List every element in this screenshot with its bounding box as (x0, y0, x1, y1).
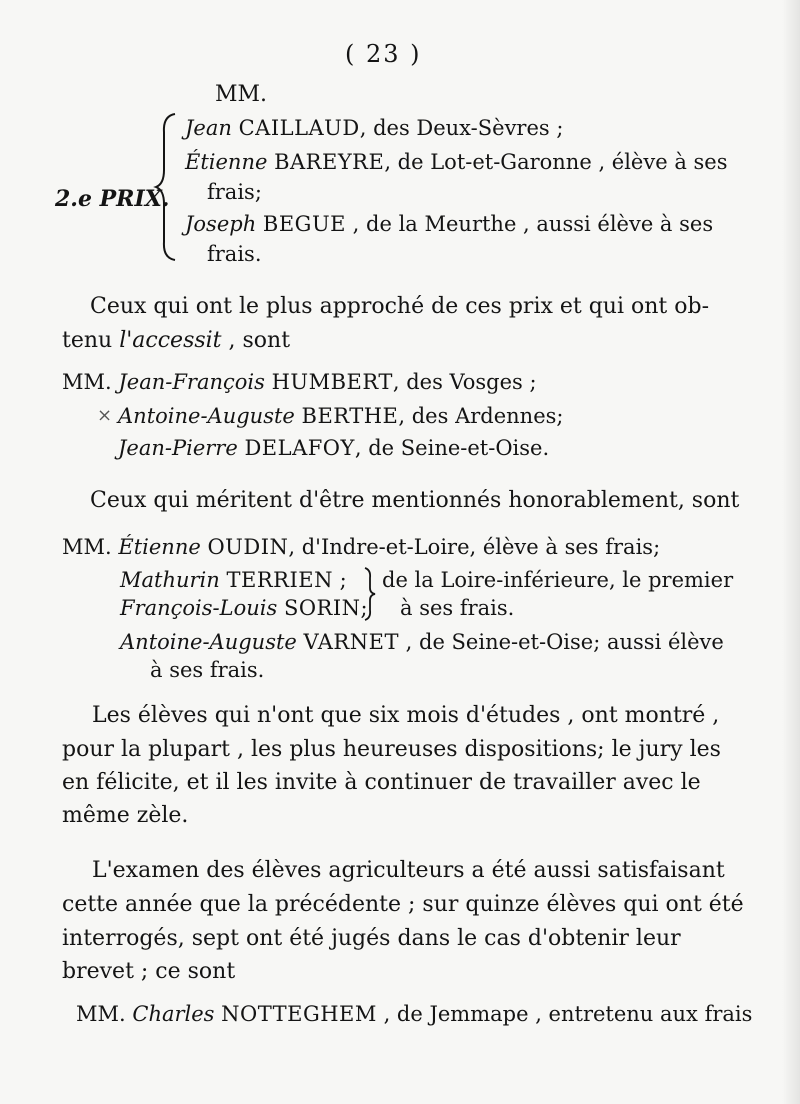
agriculteurs-line4: brevet ; ce sont (62, 959, 236, 984)
prize-entry-caillaud: Jean CAILLAUD, des Deux-Sèvres ; (185, 116, 564, 140)
prize-label: 2.e PRIX. (55, 186, 170, 212)
honorable-intro: Ceux qui méritent d'être mentionnés honorablement, sont (90, 488, 740, 513)
six-mois-line4: même zèle. (62, 803, 189, 828)
honorable-entry-varnet: Antoine-Auguste VARNET , de Seine-et-Oise; aussi élève (120, 630, 724, 654)
accessit-intro-line1: Ceux qui ont le plus approché de ces prix et qui ont ob- (90, 294, 710, 319)
accessit-entry-berthe: Antoine-Auguste BERTHE, des Ardennes; (118, 404, 564, 428)
honorable-entry-sorin: François-Louis SORIN; (120, 596, 368, 620)
prize-entry-begue: Joseph BEGUE , de la Meurthe , aussi élève à ses (185, 212, 714, 236)
top-mm-label: MM. (215, 82, 268, 107)
agriculteurs-line3: interrogés, sept ont été jugés dans le cas d'obtenir leur (62, 926, 681, 951)
honorable-entry-terrien: Mathurin TERRIEN ; (120, 568, 347, 592)
six-mois-line3: en félicite, et il les invite à continuer de travailler avec le (62, 770, 701, 795)
pair-brace (362, 566, 378, 622)
prize-entry-bareyre-cont: frais; (207, 180, 262, 204)
last-entry-notteghem: MM. Charles NOTTEGHEM , de Jemmape , entretenu aux frais (76, 1002, 753, 1026)
accessit-entry-delafoy: Jean-Pierre DELAFOY, de Seine-et-Oise. (118, 436, 550, 460)
honorable-entry-varnet-cont: à ses frais. (150, 658, 265, 682)
pair-note-line1: de la Loire-inférieure, le premier (382, 568, 734, 592)
page-number: ( 23 ) (345, 40, 422, 68)
six-mois-line2: pour la plupart , les plus heureuses dispositions; le jury les (62, 737, 721, 762)
page-edge-shadow (782, 0, 800, 1104)
cross-mark: × (97, 405, 113, 426)
accessit-entry-humbert: MM. Jean-François HUMBERT, des Vosges ; (62, 370, 537, 394)
agriculteurs-line1: L'examen des élèves agriculteurs a été aussi satisfaisant (92, 858, 725, 883)
honorable-entry-oudin: MM. Étienne OUDIN, d'Indre-et-Loire, élève à ses frais; (62, 535, 661, 559)
prize-entry-begue-cont: frais. (207, 242, 262, 266)
pair-note-line2: à ses frais. (400, 596, 515, 620)
agriculteurs-line2: cette année que la précédente ; sur quinze élèves qui ont été (62, 892, 744, 917)
accessit-intro-line2: tenu l'accessit , sont (62, 328, 291, 353)
six-mois-line1: Les élèves qui n'ont que six mois d'études , ont montré , (92, 703, 720, 728)
prize-entry-bareyre: Étienne BAREYRE, de Lot-et-Garonne , élève à ses (185, 150, 728, 174)
